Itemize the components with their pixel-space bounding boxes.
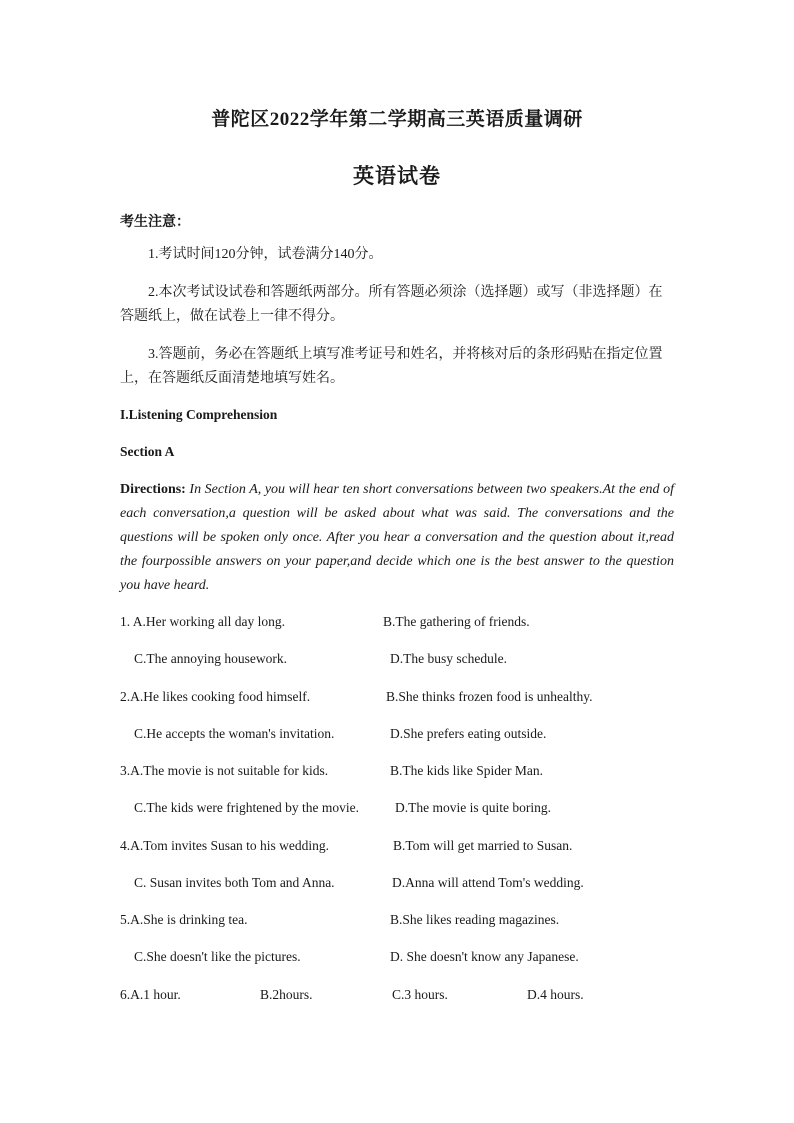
exam-subtitle: 英语试卷: [353, 164, 441, 188]
question-2-option-d: D.She prefers eating outside.: [390, 726, 547, 741]
question-1-option-a: 1. A.Her working all day long.: [120, 614, 285, 629]
question-3-option-a: 3.A.The movie is not suitable for kids.: [120, 763, 329, 778]
question-3-option-d: D.The movie is quite boring.: [395, 800, 551, 815]
question-1-option-d: D.The busy schedule.: [390, 651, 507, 666]
question-1-option-b: B.The gathering of friends.: [383, 614, 530, 629]
question-6-option-b: B.2hours.: [260, 987, 313, 1002]
question-2-option-b: B.She thinks frozen food is unhealthy.: [386, 689, 593, 704]
directions-label: Directions:: [120, 482, 186, 497]
notice-item-1: 1.考试时间120分钟，试卷满分140分。: [148, 247, 383, 262]
question-4-option-c: C. Susan invites both Tom and Anna.: [134, 875, 335, 890]
question-5-option-b: B.She likes reading magazines.: [390, 912, 560, 927]
question-2-option-a: 2.A.He likes cooking food himself.: [120, 689, 311, 704]
question-4-option-d: D.Anna will attend Tom's wedding.: [392, 875, 584, 890]
notice-item-2: 2.本次考试设试卷和答题纸两部分。所有答题必须涂（选择题）或写（非选择题）在答题纸上，做在试卷上一律不得分。: [120, 285, 663, 324]
question-6-option-c: C.3 hours.: [392, 987, 448, 1002]
question-6-option-d: D.4 hours.: [527, 987, 584, 1002]
question-4-option-b: B.Tom will get married to Susan.: [393, 838, 573, 853]
part-heading: I.Listening Comprehension: [120, 407, 278, 422]
question-6-option-a: 6.A.1 hour.: [120, 987, 181, 1002]
question-4-option-a: 4.A.Tom invites Susan to his wedding.: [120, 838, 330, 853]
question-3-option-b: B.The kids like Spider Man.: [390, 763, 543, 778]
notice-item-3: 3.答题前，务必在答题纸上填写准考证号和姓名，并将核对后的条形码贴在指定位置上，在答题纸反面清楚地填写姓名。: [120, 347, 663, 386]
question-2-option-c: C.He accepts the woman's invitation.: [134, 726, 335, 741]
question-5-option-a: 5.A.She is drinking tea.: [120, 912, 248, 927]
question-5-option-d: D. She doesn't know any Japanese.: [390, 949, 579, 964]
question-1-option-c: C.The annoying housework.: [134, 651, 287, 666]
directions-text: In Section A, you will hear ten short conversations between two speakers.At the end of each conversation,a question will be asked about what was said. The conversations and the questions will be spoken only once. After you hear a conversation and the question about it,read the fourpossible answers on your paper,and decide which one is the best answer to the question you have heard.: [120, 482, 674, 593]
directions: [120, 478, 674, 598]
question-3-option-c: C.The kids were frightened by the movie.: [134, 800, 359, 815]
notice-heading: 考生注意：: [120, 215, 190, 230]
exam-title: 普陀区2022学年第二学期高三英语质量调研: [211, 109, 583, 130]
section-heading: Section A: [120, 444, 175, 459]
question-5-option-c: C.She doesn't like the pictures.: [134, 949, 301, 964]
